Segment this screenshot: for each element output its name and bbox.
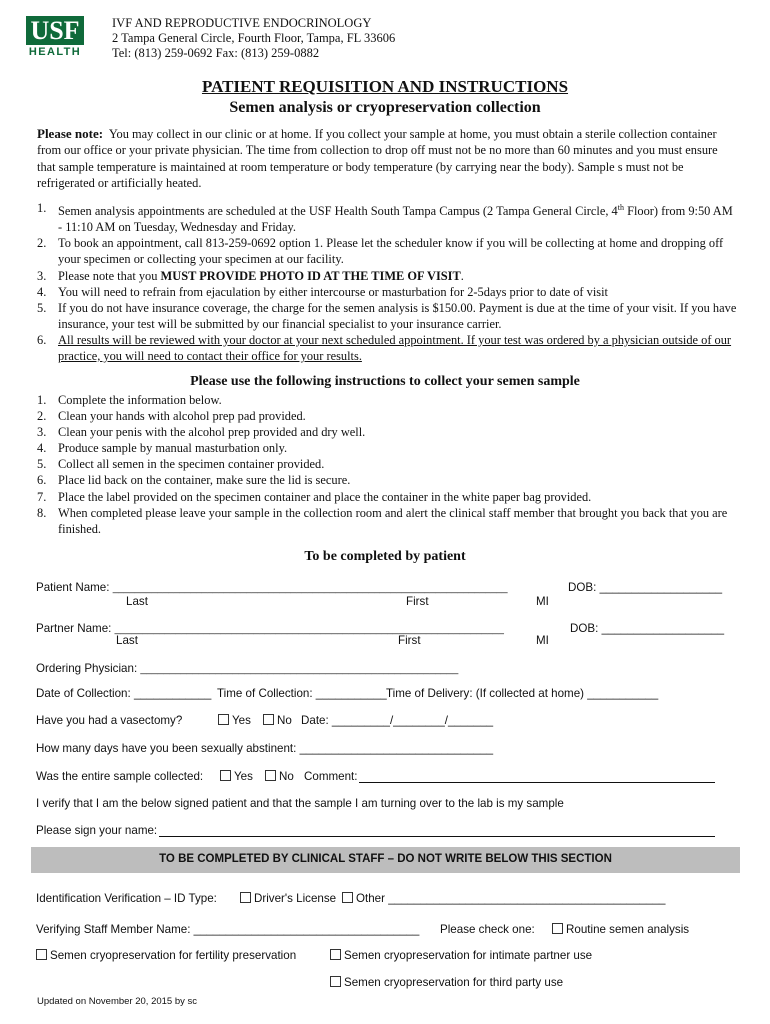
list-item (37, 472, 737, 488)
list-item-text: . (460, 268, 464, 283)
id-verification-label: Identification Verification – ID Type: (36, 892, 217, 905)
checkbox-icon[interactable] (342, 892, 353, 903)
checkbox-icon[interactable] (552, 923, 563, 934)
list-number: 1. (37, 201, 47, 215)
entire-sample-no-option[interactable] (265, 770, 294, 783)
list-item-text: When completed please leave your sample in the collection room and alert the clinical staff member that brought you back that you are finished. (58, 505, 728, 536)
option-label: Semen cryopreservation for third party use (344, 976, 564, 989)
option-label: Routine semen analysis (566, 923, 690, 936)
list-item-text: If you do not have insurance coverage, the charge for the semen analysis is $150.00. Payment is due at the time of your visit. If you have insurance, your test will be submitted by our financial specialist to your insurance carrier. (58, 300, 737, 331)
patient-section-heading: To be completed by patient (304, 549, 466, 564)
partner-last-caption: Last (116, 634, 138, 647)
list-item-text: Place the label provided on the specimen container and place the container in the white paper bag provided. (58, 489, 592, 504)
vasectomy-yes-option[interactable] (218, 714, 251, 727)
checkbox-icon[interactable] (36, 949, 47, 960)
list-item (37, 408, 737, 424)
patient-mi-caption: MI (536, 595, 549, 608)
list-item-text: Semen analysis appointments are scheduled at the USF Health South Tampa Campus (2 Tampa General Circle, 4 (58, 204, 618, 219)
patient-name-field[interactable]: _______________________________________________________________________ (112, 583, 508, 594)
option-label: Semen cryopreservation for intimate partner use (344, 949, 593, 962)
partner-name-field[interactable]: ______________________________________________________________________ (114, 624, 504, 635)
ordering-physician-row (36, 662, 458, 675)
option-label: Driver's License (254, 892, 337, 905)
list-item-text: To book an appointment, call 813-259-0692 option 1. Please let the scheduler know if you will be collecting at home and dropping off your specimen or collecting your specimen at our facility. (58, 236, 724, 267)
patient-name-label: Patient Name: (36, 581, 113, 594)
sign-label: Please sign your name: (36, 824, 158, 837)
list-item (37, 268, 737, 284)
appointment-info-list (37, 200, 737, 364)
checkbox-icon[interactable] (265, 770, 276, 781)
patient-name-row (36, 581, 508, 594)
option-label: Other ___________________________________________ (356, 892, 666, 905)
logo-mark: USF (26, 16, 84, 45)
verify-statement: I verify that I am the below signed patient and that the sample I am turning over to the lab is my sample (36, 797, 564, 810)
check-one-label: Please check one: (440, 923, 535, 936)
list-item (37, 284, 737, 300)
page-subtitle: Semen analysis or cryopreservation collection (229, 99, 541, 116)
logo-sub: HEALTH (28, 46, 82, 58)
checkbox-icon[interactable] (330, 976, 341, 987)
option-label: Yes (232, 714, 251, 727)
abstinent-days-field[interactable]: How many days have you been sexually abstinent: ______________________________ (36, 742, 494, 755)
updated-footer: Updated on November 20, 2015 by sc (37, 996, 198, 1007)
usf-health-logo (26, 16, 84, 62)
list-item-text: Clean your penis with the alcohol prep provided and dry well. (58, 425, 366, 440)
list-number: 5. (37, 300, 47, 315)
vasectomy-date-field[interactable]: Date: _________/________/_______ (301, 714, 494, 727)
list-item (37, 235, 737, 267)
list-item-text: Clean your hands with alcohol prep pad provided. (58, 409, 306, 424)
collection-instructions-list (37, 392, 737, 537)
list-number: 3. (37, 268, 47, 283)
superscript: th (617, 203, 624, 212)
comment-field[interactable] (359, 782, 715, 783)
list-number: 6. (37, 332, 47, 347)
list-item (37, 456, 737, 472)
photo-id-notice: MUST PROVIDE PHOTO ID AT THE TIME OF VISIT (160, 268, 461, 283)
please-note-paragraph (37, 126, 727, 191)
list-item (37, 424, 737, 440)
list-item (37, 392, 737, 408)
list-item-text: Complete the information below. (58, 393, 222, 407)
other-id-option[interactable] (342, 892, 665, 905)
comment-label: Comment: (304, 770, 358, 783)
list-item-text: You will need to refrain from ejaculation by either intercourse or masturbation for 2-5days prior to date of visit (58, 284, 608, 299)
list-number: 1. (37, 393, 47, 407)
list-number: 7. (37, 489, 47, 504)
list-item-text: Produce sample by manual masturbation only. (58, 441, 288, 456)
partner-first-caption: First (398, 634, 421, 647)
checkbox-icon[interactable] (240, 892, 251, 903)
ordering-physician-field[interactable]: _______________________________________________________ (140, 664, 459, 675)
list-number: 4. (37, 441, 47, 456)
partner-name-row (36, 622, 504, 635)
list-number: 8. (37, 505, 47, 520)
checkbox-icon[interactable] (218, 714, 229, 725)
list-item-text: Floor) from 9:50 AM - 11:10 AM on Tuesday, Wednesday and Friday. (58, 204, 733, 235)
checkbox-icon[interactable] (330, 949, 341, 960)
list-item-text: All results will be reviewed with your doctor at your next scheduled appointment. If your test was ordered by a physician outside of our practice, you will need to contact their office for your results. (58, 332, 732, 363)
third-party-option[interactable] (330, 976, 563, 989)
entire-sample-yes-option[interactable] (220, 770, 253, 783)
clinical-staff-banner (31, 847, 740, 873)
verifying-staff-field[interactable]: Verifying Staff Member Name: ___________________________________ (36, 923, 420, 936)
clinic-address: 2 Tampa General Circle, Fourth Floor, Tampa, FL 33606 (112, 31, 396, 45)
patient-first-caption: First (406, 595, 429, 608)
clinic-header (112, 16, 395, 61)
entire-sample-question: Was the entire sample collected: (36, 770, 204, 783)
fertility-preservation-option[interactable] (36, 949, 296, 962)
list-item (37, 332, 737, 364)
time-of-collection-field[interactable]: Time of Collection: ___________ (217, 687, 387, 700)
list-item-text: Please note that you (58, 268, 161, 283)
note-text: You may collect in our clinic or at home. If you collect your sample at home, you must obtain a sterile collection container from our office or your private physician. The time from collection to drop off must not be no more than 60 minutes and you must ensure that sample temperature is maintained at room temperature or body temperature (by carrying near the body). Sample s must not be refrigerated or artificially heated. (37, 127, 718, 190)
collection-instructions-heading: Please use the following instructions to collect your semen sample (190, 374, 580, 389)
list-item-text: Collect all semen in the specimen container provided. (58, 457, 325, 472)
page-title: PATIENT REQUISITION AND INSTRUCTIONS (201, 77, 569, 96)
patient-last-caption: Last (126, 595, 148, 608)
checkbox-icon[interactable] (263, 714, 274, 725)
date-of-collection-field[interactable]: Date of Collection: ____________ (36, 687, 212, 700)
list-item (37, 489, 737, 505)
time-of-delivery-field[interactable]: Time of Delivery: (If collected at home) ___________ (386, 687, 659, 700)
list-number: 3. (37, 425, 47, 440)
partner-dob-field[interactable]: DOB: ___________________ (570, 622, 725, 635)
list-item (37, 300, 737, 332)
signature-field[interactable] (159, 836, 715, 837)
note-label: Please note: (37, 126, 104, 141)
list-number: 4. (37, 284, 47, 299)
option-label: Semen cryopreservation for fertility preservation (50, 949, 297, 962)
clinic-name: IVF AND REPRODUCTIVE ENDOCRINOLOGY (112, 16, 372, 30)
partner-mi-caption: MI (536, 634, 549, 647)
list-item (37, 200, 737, 235)
list-number: 2. (37, 409, 47, 424)
drivers-license-option[interactable] (240, 892, 336, 905)
patient-dob-field[interactable]: DOB: ___________________ (568, 581, 723, 594)
option-label: No (279, 770, 294, 783)
list-item (37, 440, 737, 456)
intimate-partner-option[interactable] (330, 949, 592, 962)
clinic-phone: Tel: (813) 259-0692 Fax: (813) 259-0882 (112, 46, 320, 60)
list-item (37, 505, 737, 537)
clinical-staff-banner-text: TO BE COMPLETED BY CLINICAL STAFF – DO NOT WRITE BELOW THIS SECTION (159, 853, 612, 865)
list-number: 2. (37, 236, 47, 251)
partner-name-label: Partner Name: (36, 622, 115, 635)
list-item-text: Place lid back on the container, make sure the lid is secure. (58, 473, 351, 488)
list-number: 6. (37, 473, 47, 488)
vasectomy-no-option[interactable] (263, 714, 292, 727)
option-label: Yes (234, 770, 253, 783)
ordering-physician-label: Ordering Physician: (36, 662, 141, 675)
checkbox-icon[interactable] (220, 770, 231, 781)
list-number: 5. (37, 457, 47, 472)
vasectomy-question: Have you had a vasectomy? (36, 714, 183, 727)
routine-analysis-option[interactable] (552, 923, 689, 936)
option-label: No (277, 714, 292, 727)
